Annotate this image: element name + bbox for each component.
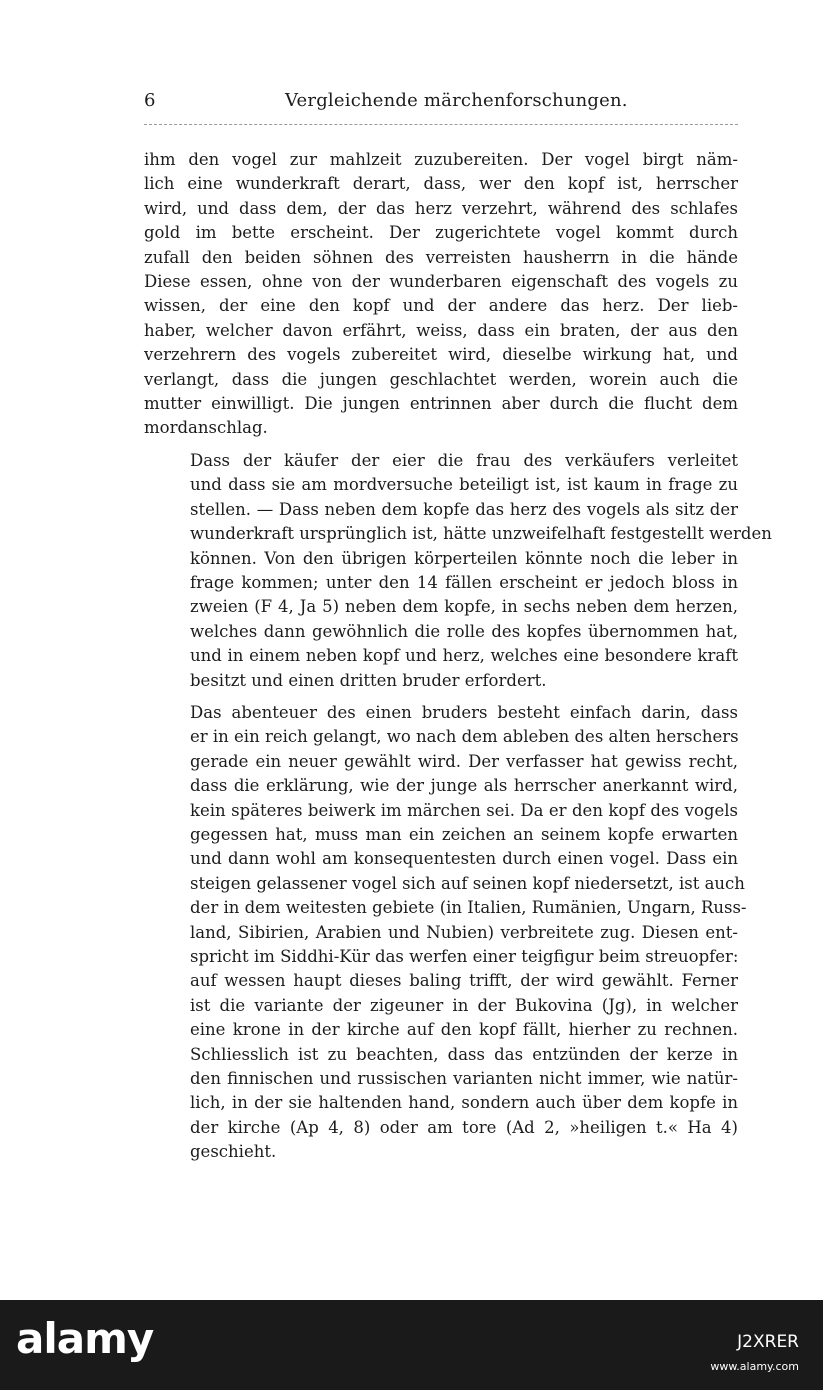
text-line: verzehrern des vogels zubereitet wird, dieselbe wirkung hat, und [144,345,738,365]
text-line: verlangt, dass die jungen geschlachtet werden, worein auch die [144,369,738,389]
text-line: wissen, der eine den kopf und der andere das herz. Der lieb- [144,296,738,316]
text-line: er in ein reich gelangt, wo nach dem ableben des alten herschers [190,727,739,747]
text-line: dass die erklärung, wie der junge als herrscher anerkannt wird, [190,776,738,796]
text-line: besitzt und einen dritten bruder erfordert. [190,670,547,690]
text-line: geschieht. [190,1142,277,1162]
paragraph [144,449,772,693]
text-line: und dann wohl am konsequentesten durch einen vogel. Dass ein [190,849,738,869]
page-number: 6 [144,90,156,111]
text-line: lich, in der sie haltenden hand, sondern auch über dem kopfe in [190,1093,738,1113]
text-line: mutter einwilligt. Die jungen entrinnen aber durch die flucht dem [144,394,738,414]
text-line: der in dem weitesten gebiete (in Italien, Rumänien, Ungarn, Russ- [190,898,747,918]
text-line: Schliesslich ist zu beachten, dass das entzünden der kerze in [190,1044,738,1064]
text-line: ihm den vogel zur mahlzeit zuzubereiten. Der vogel birgt näm- [144,150,738,169]
text-line: und dass sie am mordversuche beteiligt ist, ist kaum in frage zu [190,475,738,495]
text-line: der kirche (Ap 4, 8) oder am tore (Ad 2, »heiligen t.« Ha 4) [190,1117,738,1137]
text-line: stellen. — Dass neben dem kopfe das herz des vogels als sitz der [190,499,738,519]
image-id: J2XRER [737,1332,799,1352]
text-line: land, Sibirien, Arabien und Nubien) verbreitete zug. Diesen ent- [190,922,738,942]
text-line: gold im bette erscheint. Der zugerichtete vogel kommt durch [144,223,738,243]
site-url: www.alamy.com [710,1360,799,1373]
text-line: haber, welcher davon erfährt, weiss, dass ein braten, der aus den [144,320,738,340]
text-line: steigen gelassener vogel sich auf seinen kopf niedersetzt, ist auch [190,873,745,893]
page-header [144,90,738,120]
text-line: mordanschlag. [144,418,268,438]
text-line: wunderkraft ursprünglich ist, hätte unzweifelhaft festgestellt werden [190,524,772,544]
paragraph [144,701,747,1165]
text-line: eine krone in der kirche auf den kopf fällt, hierher zu rechnen. [190,1020,738,1040]
paragraph [144,148,738,441]
text-line: gerade ein neuer gewählt wird. Der verfasser hat gewiss recht, [190,751,738,771]
text-line: frage kommen; unter den 14 fällen erscheint er jedoch bloss in [190,572,738,592]
brand-logo: alamy [16,1314,154,1363]
text-line: Dass der käufer der eier die frau des verkäufers verleitet [190,450,738,470]
text-line: Diese essen, ohne von der wunderbaren eigenschaft des vogels zu [144,272,738,292]
text-line: wird, und dass dem, der das herz verzehrt, während des schlafes [144,198,738,218]
text-line: welches dann gewöhnlich die rolle des kopfes übernommen hat, [190,621,738,641]
text-line: und in einem neben kopf und herz, welches eine besondere kraft [190,646,738,666]
text-line: lich eine wunderkraft derart, dass, wer den kopf ist, herrscher [144,174,738,194]
text-line: den finnischen und russischen varianten nicht immer, wie natür- [190,1069,738,1089]
body-text [144,148,772,1165]
text-line: auf wessen haupt dieses baling trifft, der wird gewählt. Ferner [190,971,738,991]
text-line: spricht im Siddhi-Kür das werfen einer teigfigur beim streuopfer: [190,947,739,966]
text-line: ist die variante der zigeuner in der Bukovina (Jg), in welcher [190,995,738,1015]
text-line: zweien (F 4, Ja 5) neben dem kopfe, in sechs neben dem herzen, [190,597,738,617]
text-line: gegessen hat, muss man ein zeichen an seinem kopfe erwarten [190,824,738,844]
text-line: können. Von den übrigen körperteilen könnte noch die leber in [190,548,738,568]
running-title: Vergleichende märchenforschungen. [285,90,628,111]
watermark-footer [0,1300,823,1390]
text-line: Das abenteuer des einen bruders besteht einfach darin, dass [190,702,738,722]
text-line: kein späteres beiwerk im märchen sei. Da er den kopf des vogels [190,800,738,820]
header-rule [144,124,738,125]
text-line: zufall den beiden söhnen des verreisten hausherrn in die hände [144,247,738,267]
